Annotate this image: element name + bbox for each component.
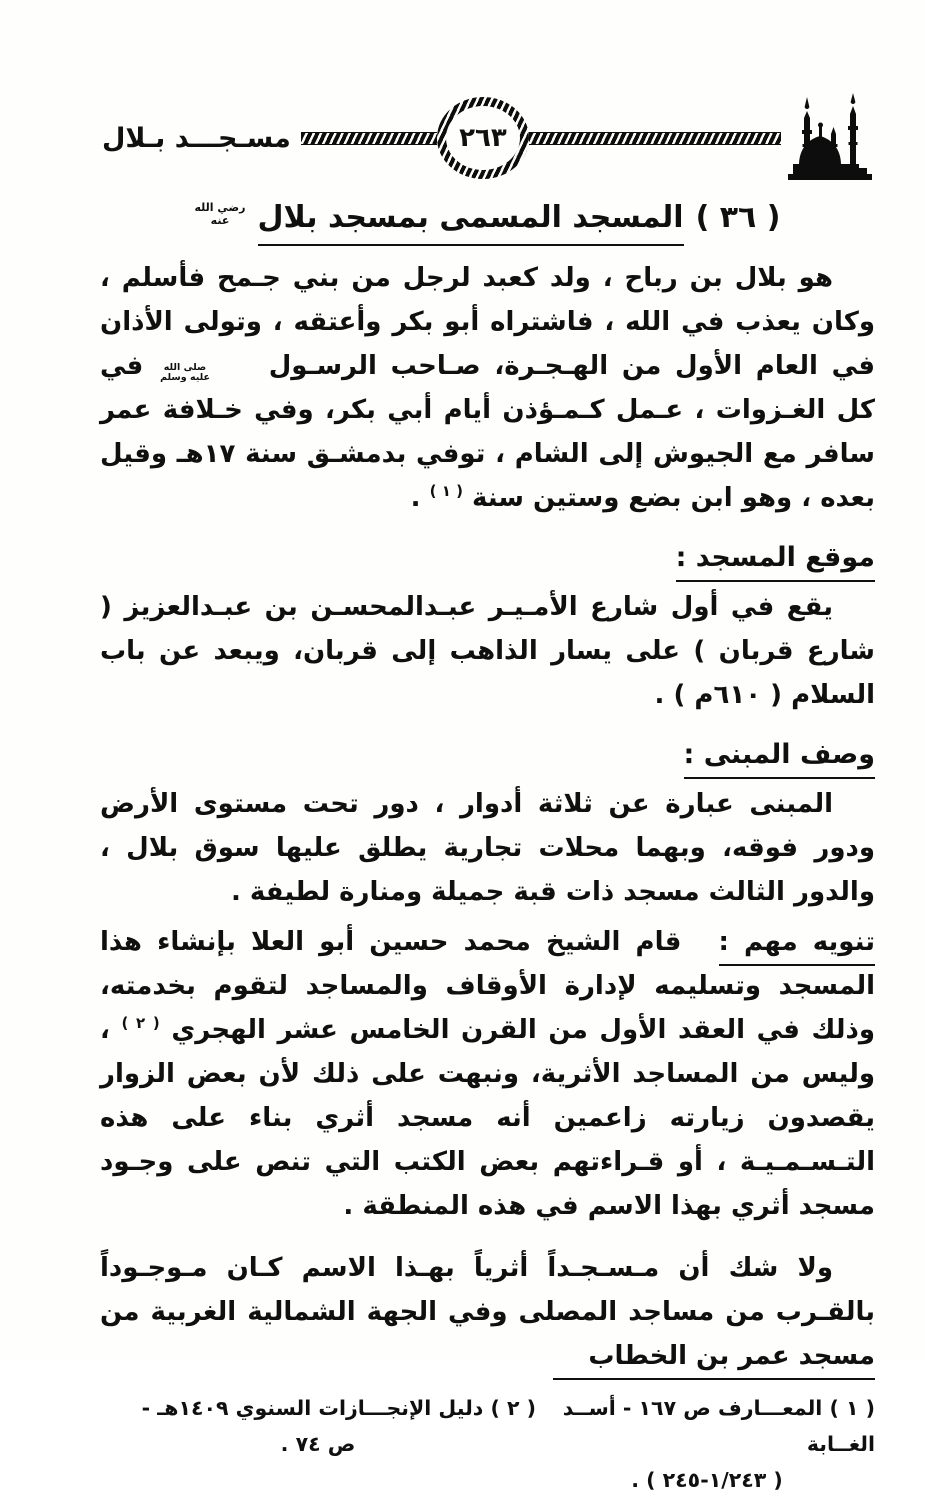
- rope-divider-right: [529, 132, 781, 145]
- footnote-separator: [553, 1378, 875, 1380]
- footnote-1-line-1: ( ١ ) المعـــارف ص ١٦٧ - أســد الغــابة: [562, 1396, 875, 1456]
- section-heading-location: موقع المسجد :: [100, 542, 875, 573]
- notice-text-2: ، وليس من المساجد الأثرية، ونبهت على ذلك لأن بعض الزوار يقصدون زيارته زاعمين أنه مسجد أثري بناء على هذه التـسـمـيـة ، أو قـراءتهم بعض الكتب التي تنص على وجـود مسجد أثري بهذا الاسم في هذه المنطقة .: [100, 1015, 875, 1221]
- header-section-title: مسـجـــد بـلال: [102, 122, 291, 154]
- footnote-ref-2: ( ٢ ): [121, 1014, 160, 1032]
- biography-text-1: هو بلال بن رباح ، ولد كعبد لرجل من بني جـمح فأسلم ، وكان يعذب في الله ، فاشتراه أبو بكر وأعتقه ، وتولى الأذان في العام الأول من الهـجـرة، صـاحب الرسـول: [100, 263, 875, 381]
- footnote-ref-1: ( ١ ): [429, 482, 463, 500]
- location-paragraph: يقع في أول شارع الأمـيـر عبـدالمحسـن بن عبـدالعزيز ( شارع قربان ) على يسار الذاهب إلى قربان، ويبعد عن باب السلام ( ٦١٠م ) .: [100, 592, 875, 710]
- chapter-title-text: المسجد المسمى بمسجد بلال: [258, 200, 684, 246]
- notice-paragraph: [100, 920, 875, 1228]
- footnote-2-line-2: ص ٧٤ .: [280, 1432, 356, 1456]
- footnote-2-line-1: ( ٢ ) دليل الإنجـــازات السنوي ١٤٠٩هـ -: [141, 1396, 536, 1420]
- footnote-1-line-2: ( ١/٢٤٣-٢٤٥ ) .: [631, 1468, 783, 1492]
- radi-allahu-anhu-seal: رضي الله عنه: [194, 201, 246, 227]
- biography-end-punct: .: [410, 483, 421, 513]
- notice-text-1: قام الشيخ محمد حسين أبو العلا بإنشاء هذا المسجد وتسليمه لإدارة الأوقاف والمساجد لتقوم بخدمته، وذلك في العقد الأول من القرن الخامس عشر الهجري: [100, 927, 875, 1045]
- section-heading-description: وصف المبنى :: [100, 739, 875, 770]
- page-footer: [100, 1378, 875, 1498]
- rope-divider-left: [301, 132, 437, 145]
- mosque-icon: [787, 92, 875, 184]
- page-number: ٢٦٣: [446, 106, 520, 170]
- conclusion-paragraph: ولا شك أن مـسـجـداً أثرياً بهـذا الاسم كـان مـوجـوداً بالقـرب من مساجد المصلى وفي الجهة الشمالية الغربية من مسجد عمر بن الخطاب: [100, 1253, 875, 1371]
- chapter-title: [100, 200, 875, 246]
- page-number-ornament: [437, 97, 529, 179]
- footnote-1: [539, 1390, 875, 1498]
- description-paragraph: المبنى عبارة عن ثلاثة أدوار ، دور تحت مستوى الأرض ودور فوقه، وبهما محلات تجارية يطلق عليها سوق بلال ، والدور الثالث مسجد ذات قبة جميلة ومنارة لطيفة .: [100, 789, 875, 907]
- footnotes: [100, 1390, 875, 1498]
- salla-allahu-alayhi-wasallam-seal: صلى الله عليه وسلم: [160, 362, 210, 384]
- chapter-number: ( ٣٦ ): [695, 200, 781, 235]
- notice-heading: تنويه مهم :: [719, 927, 875, 966]
- footnote-2: [100, 1390, 536, 1462]
- page-header: [100, 92, 875, 184]
- biography-paragraph: [100, 256, 875, 520]
- biography-text-2: في كل الغـزوات ، عـمل كـمـؤذن أيام أبي بكر، وفي خـلافة عمر سافر مع الجيوش إلى الشام ، توفي بدمشـق سنة ١٧هـ وقيل بعده ، وهو ابن بضع وستين سنة: [100, 351, 875, 513]
